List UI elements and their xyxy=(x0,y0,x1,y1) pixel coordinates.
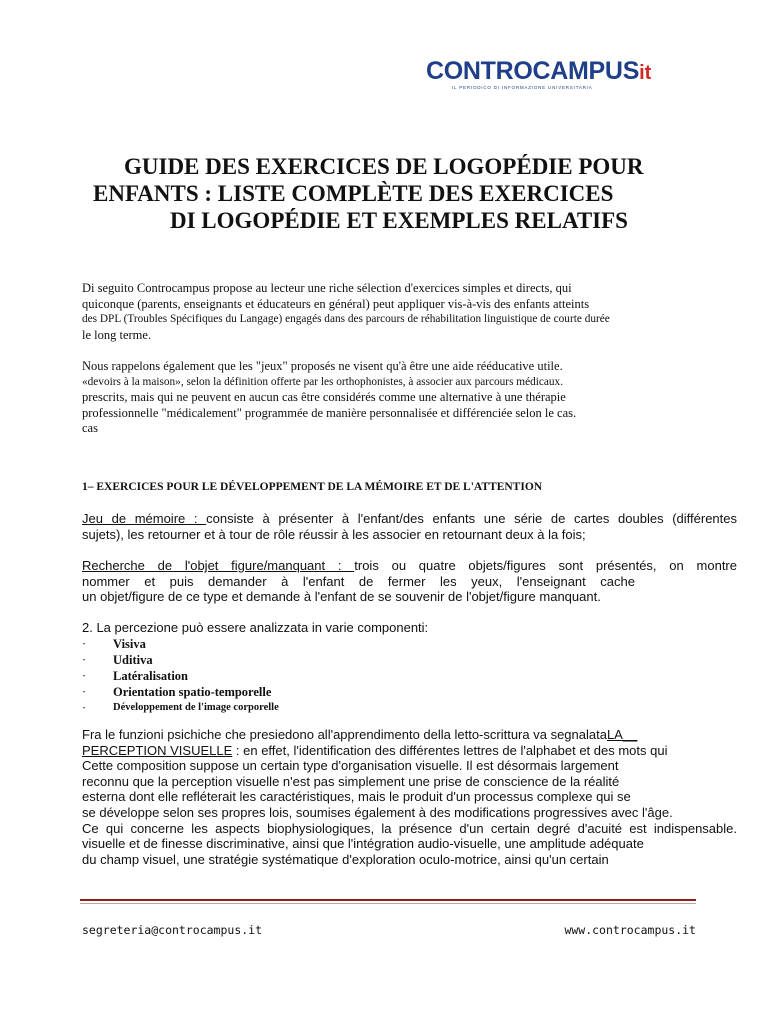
logo-suffix: it xyxy=(639,62,652,84)
footer-rule-thin xyxy=(80,903,696,904)
document-title xyxy=(80,153,710,234)
intro-p1-line: des DPL (Troubles Spécifiques du Langage) engagés dans des parcours de réhabilitation linguistique de courte durée xyxy=(82,313,610,325)
intro-p2-line: cas xyxy=(82,421,98,435)
list-item xyxy=(82,700,482,716)
perception-paragraph xyxy=(82,727,737,867)
exercise-1-line-2: sujets), les retourner et à tour de rôle réussir à les associer en retournant deux à la fois; xyxy=(82,526,586,542)
bullet: · xyxy=(82,685,87,699)
controcampus-logo xyxy=(426,56,716,98)
bullet: · xyxy=(82,653,87,667)
perception-line: reconnu que la perception visuelle n'est pas simplement une prise de conscience de la réalité xyxy=(82,773,620,789)
list-item-label: Uditiva xyxy=(113,653,153,667)
intro-p2-line: prescrits, mais qui ne peuvent en aucun cas être considérés comme une alternative à une thérapie xyxy=(82,390,566,404)
list-item xyxy=(82,684,482,700)
exercise-2-term: Recherche de l'objet figure/manquant : xyxy=(82,558,355,573)
perception-line: Cette composition suppose un certain type d'organisation visuelle. Il est désormais largement xyxy=(82,758,619,774)
perception-line-2 xyxy=(82,743,737,759)
perception-line: esterna dont elle refléterait les caractéristiques, mais le produit d'un processus complexe qui se xyxy=(82,789,631,805)
perception-line-1 xyxy=(82,727,737,743)
perception-line-2-text: : en effet, l'identification des différentes lettres de l'alphabet et des mots qui xyxy=(232,742,668,758)
list-item xyxy=(82,668,482,684)
exercise-2-text: trois ou quatre objets/figures sont présentés, on montre xyxy=(354,558,737,573)
footer-email-link[interactable]: segreteria@controcampus.it xyxy=(82,923,263,937)
section-2-intro: 2. La percezione può essere analizzata in varie componenti: xyxy=(82,620,429,635)
exercise-2-line-3: un objet/figure de ce type et demande à l'enfant de se souvenir de l'objet/figure manquant. xyxy=(82,589,601,605)
intro-paragraph-2 xyxy=(82,359,712,437)
exercise-2-line-2: nommer et puis demander à l'enfant de fermer les yeux, l'enseignant cache xyxy=(82,573,635,589)
footer-rule xyxy=(80,899,696,901)
logo-wordmark xyxy=(426,56,651,88)
list-item-label: Développement de l'image corporelle xyxy=(113,702,279,713)
intro-p1-line: quiconque (parents, enseignants et éducateurs en général) peut appliquer vis-à-vis des enfants atteints xyxy=(82,296,590,311)
title-line-1: GUIDE DES EXERCICES DE LOGOPÉDIE POUR xyxy=(124,154,644,179)
title-line-2: ENFANTS : LISTE COMPLÈTE DES EXERCICES xyxy=(93,181,614,206)
perception-line: Ce qui concerne les aspects biophysiologiques, la présence d'un certain degré d'acuité est indispensable. xyxy=(82,820,737,836)
perception-line: se développe selon ses propres lois, soumises également à des modifications progressives avec l'âge. xyxy=(82,804,673,820)
intro-p2-line: «devoirs à la maison», selon la définition offerte par les orthophonistes, à associer aux parcours médicaux. xyxy=(82,375,564,388)
perception-line: visuelle et de finesse discriminative, ainsi que l'intégration audio-visuelle, une amplitude adéquate xyxy=(82,836,644,852)
list-item xyxy=(82,636,482,652)
list-item-label: Visiva xyxy=(113,637,146,651)
exercise-1-text: consiste à présenter à l'enfant/des enfants une série de cartes doubles (différentes xyxy=(206,511,737,526)
exercise-2-line-1 xyxy=(82,558,737,574)
intro-p1-line: Di seguito Controcampus propose au lecteur une riche sélection d'exercices simples et directs, qui xyxy=(82,281,572,295)
footer-website-link[interactable]: www.controcampus.it xyxy=(564,923,696,937)
intro-paragraph-1 xyxy=(82,281,712,343)
exercise-memory-game xyxy=(82,511,737,542)
bullet: · xyxy=(82,669,87,683)
logo-tagline: IL PERIODICO DI INFORMAZIONE UNIVERSITARIA xyxy=(452,85,593,90)
intro-p2-line: professionnelle "médicalement" programmée de manière personnalisée et différenciée selon le cas. xyxy=(82,405,577,420)
perception-line-1-text: Fra le funzioni psichiche che presiedono all'apprendimento della letto-scrittura va segnalata xyxy=(82,727,607,742)
exercise-1-line-1 xyxy=(82,511,737,527)
list-item xyxy=(82,652,482,668)
list-item-label: Latéralisation xyxy=(113,669,188,683)
list-item-label: Orientation spatio-temporelle xyxy=(113,685,272,699)
intro-p2-line: Nous rappelons également que les "jeux" proposés ne visent qu'à être une aide rééducative utile. xyxy=(82,359,563,373)
perception-line: du champ visuel, une stratégie systématique d'exploration oculo-motrice, ainsi qu'un certain xyxy=(82,851,609,867)
perception-components-list xyxy=(82,636,482,716)
bullet: · xyxy=(82,637,87,651)
section-1-heading: 1– EXERCICES POUR LE DÉVELOPPEMENT DE LA MÉMOIRE ET DE L'ATTENTION xyxy=(82,481,543,493)
intro-p1-line: le long terme. xyxy=(82,327,152,342)
logo-main-text: CONTROCAMPUS xyxy=(426,57,640,85)
exercise-1-term: Jeu de mémoire : xyxy=(82,511,207,526)
perception-term: PERCEPTION VISUELLE xyxy=(82,742,233,758)
title-line-3: DI LOGOPÉDIE ET EXEMPLES RELATIFS xyxy=(170,208,628,233)
exercise-missing-object xyxy=(82,558,737,605)
bullet: · xyxy=(82,701,87,715)
perception-term-la: LA__ xyxy=(606,727,638,742)
